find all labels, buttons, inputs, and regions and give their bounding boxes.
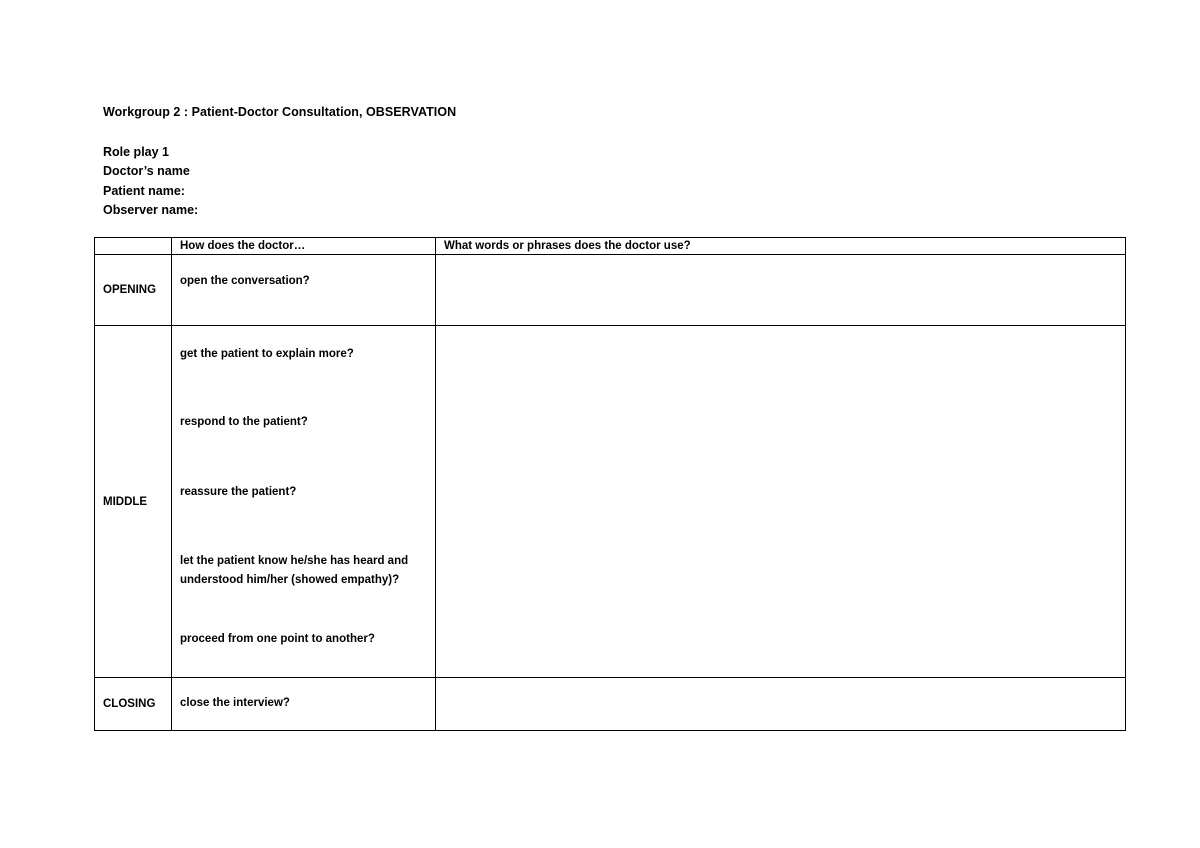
doctors-name-label: Doctor’s name <box>103 164 190 179</box>
observer-name-label: Observer name: <box>103 202 199 217</box>
role-play-label: Role play 1 <box>103 145 169 159</box>
table-row-closing <box>95 678 1126 731</box>
question-empathy: let the patient know he/she has heard and understood him/her (showed empathy)? <box>180 554 409 587</box>
table-row-middle <box>95 326 1126 678</box>
question-explain-more: get the patient to explain more? <box>180 348 354 360</box>
header-cell-section <box>95 238 172 255</box>
answer-cell-opening[interactable] <box>436 255 1126 326</box>
question-cell-closing <box>172 678 436 731</box>
observation-table <box>94 237 1126 731</box>
section-label-middle: MIDDLE <box>95 326 172 678</box>
question-proceed: proceed from one point to another? <box>180 633 375 646</box>
answer-cell-closing[interactable] <box>436 678 1126 731</box>
section-label-opening: OPENING <box>95 255 172 326</box>
question-close-interview: close the interview? <box>180 697 290 710</box>
question-reassure: reassure the patient? <box>180 485 297 498</box>
table-row-opening <box>95 255 1126 326</box>
patient-name-label: Patient name: <box>103 183 185 198</box>
section-label-closing: CLOSING <box>95 678 172 731</box>
question-respond: respond to the patient? <box>180 416 308 429</box>
header-cell-how: How does the doctor… <box>172 238 436 255</box>
answer-cell-middle[interactable] <box>436 326 1126 678</box>
table-header-row <box>95 238 1126 255</box>
question-cell-opening <box>172 255 436 326</box>
question-open-conversation: open the conversation? <box>180 275 310 287</box>
page-title: Workgroup 2 : Patient-Doctor Consultation, OBSERVATION <box>103 105 457 119</box>
meta-block <box>103 143 198 220</box>
header-cell-words: What words or phrases does the doctor use? <box>436 238 1126 255</box>
question-cell-middle <box>172 326 436 678</box>
